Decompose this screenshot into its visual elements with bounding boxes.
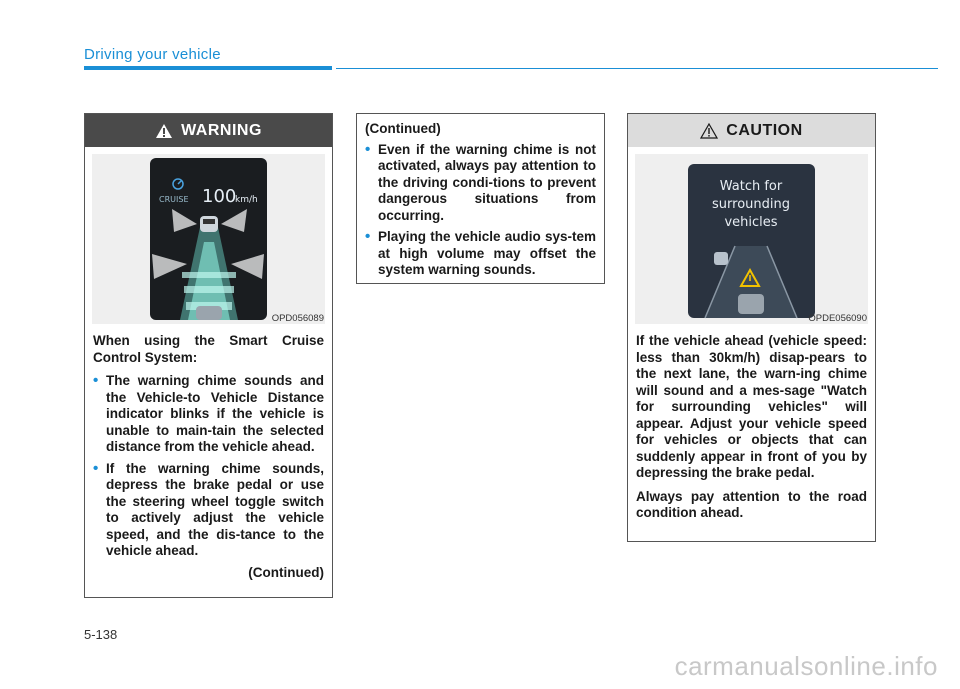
screen-line-3: vehicles [724,215,778,230]
list-item-text: If the warning chime sounds, depress the brake pedal or use the steering wheel toggle switch to actively adjust the vehicle speed, and the dis-tance to the vehicle ahead. [106,460,324,558]
cruise-label: CRUISE [159,195,189,204]
list-item-text: Playing the vehicle audio sys-tem at high volume may offset the system warning sounds. [378,229,596,277]
section-title: Driving your vehicle [84,46,221,63]
cluster-message-figure [635,154,868,324]
continued-box [356,113,605,284]
list-item [365,229,596,279]
continued-label: (Continued) [248,564,324,580]
warning-box [84,113,333,598]
header-rule-thin [336,68,938,69]
lead-vehicle-icon [200,216,218,232]
caution-title: CAUTION [726,121,803,139]
list-item [93,373,324,456]
bullet-icon: • [93,459,99,477]
list-item [93,461,324,560]
caution-header [628,114,875,147]
bullet-icon: • [93,372,99,389]
bullet-icon: • [365,140,371,158]
warning-intro: When using the Smart Cruise Control System: [93,333,324,365]
watermark: carmanualsonline.info [674,651,938,681]
cluster-message-image [635,154,868,324]
warning-text [93,333,324,581]
list-item-text: The warning chime sounds and the Vehicle-to Vehicle Distance indicator blinks if the vehicle is unable to main-tain the selected distance from the vehicle ahead. [106,373,324,454]
list-item [365,142,596,225]
speed-unit: km/h [235,195,258,205]
page-number: 5-138 [84,627,118,642]
header-rule-thick [84,66,332,70]
figure-code: OPDE056090 [808,313,867,324]
warning-triangle-icon [155,123,173,139]
screen-line-1: Watch for [719,179,783,194]
figure-code: OPD056089 [271,313,324,324]
screen-line-2: surrounding [712,197,790,212]
warning-header [85,114,332,147]
continued-heading: (Continued) [365,121,441,136]
cluster-figure [92,154,325,324]
caution-triangle-icon [700,123,718,139]
caution-paragraph-1: If the vehicle ahead (vehicle speed: less than 30km/h) disap-pears to the next lane, the warn-ing chime will sound and a mes-sage "Watch for surrounding vehicles" will appear. Adjust your vehicle speed for vehicles or objects that can suddenly appear in front of you by depressing the brake pedal. [636,333,867,480]
warning-title: WARNING [181,121,262,139]
cluster-display-image [92,154,325,324]
continued-text [365,121,596,284]
caution-paragraph-2: Always pay attention to the road condition ahead. [636,488,867,520]
list-item-text: Even if the warning chime is not activated, always pay attention to the driving condi-tions to prevent dangerous situations from occurring. [378,141,596,223]
speed-value: 100 [202,186,237,207]
caution-box [627,113,876,542]
bullet-icon: • [365,228,371,245]
caution-text [636,333,867,529]
